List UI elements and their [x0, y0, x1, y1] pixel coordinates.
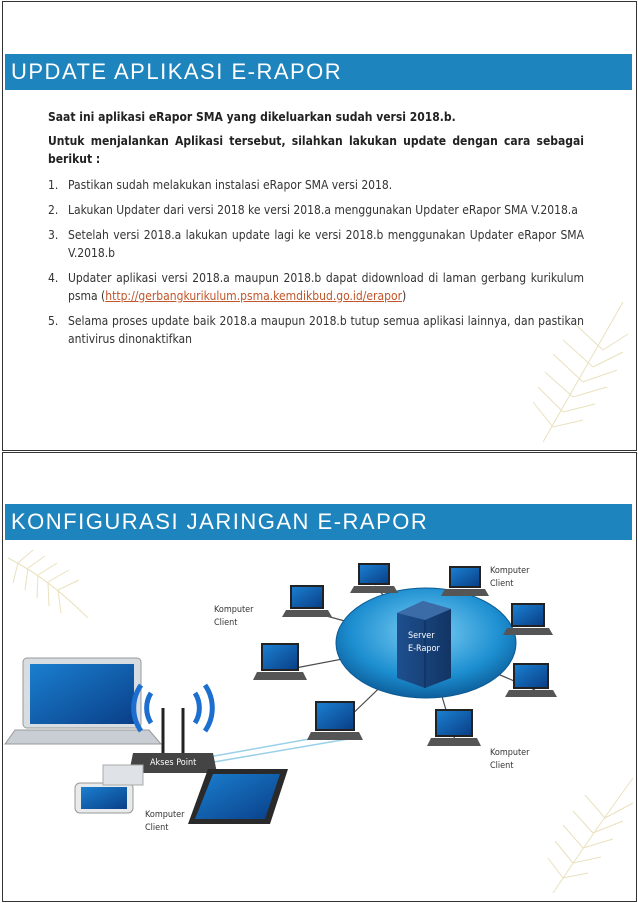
- list-text: Lakukan Updater dari versi 2018 ke versi 2018.a menggunakan Updater eRapor SMA V.2018.a: [68, 203, 578, 217]
- list-text: Setelah versi 2018.a lakukan update lagi ke versi 2018.b menggunakan Updater eRapor SMA V.2018.b: [68, 228, 584, 260]
- list-text: Updater aplikasi versi 2018.a maupun 2018.b dapat didownload di laman gerbang kurikulum psma (: [68, 271, 584, 303]
- download-link[interactable]: http://gerbangkurikulum.psma.kemdikbud.go.id/erapor: [105, 289, 403, 303]
- label-line: Server: [408, 631, 435, 641]
- laptop-icon: [350, 563, 398, 593]
- laptop-icon: [441, 566, 489, 596]
- list-item: [48, 201, 584, 219]
- server-label: [408, 630, 440, 656]
- network-diagram: [3, 453, 636, 901]
- update-instructions: [48, 108, 584, 355]
- client-label-bottom-right: [490, 747, 529, 773]
- slide-title-banner: [5, 54, 632, 90]
- slide-network: [2, 452, 637, 902]
- list-item: [48, 269, 584, 305]
- label-line: E-Rapor: [408, 644, 440, 654]
- list-number: 4.: [48, 271, 59, 285]
- label-line: Komputer: [214, 605, 254, 615]
- list-item: [48, 176, 584, 194]
- intro-text-2: Untuk menjalankan Aplikasi tersebut, silahkan lakukan update dengan cara sebagai berikut :: [48, 134, 584, 166]
- list-text-end: ): [402, 289, 407, 303]
- list-text: Selama proses update baik 2018.a maupun 2018.b tutup semua aplikasi lainnya, dan pastikan antivirus dinonaktifkan: [68, 314, 584, 346]
- intro-text: Saat ini aplikasi eRapor SMA yang dikeluarkan sudah versi 2018.b.: [48, 110, 456, 124]
- laptop-icon: [282, 585, 332, 617]
- list-text: Pastikan sudah melakukan instalasi eRapor SMA versi 2018.: [68, 178, 393, 192]
- label-line: Client: [490, 579, 514, 589]
- list-item: [48, 226, 584, 262]
- label-line: Client: [145, 823, 169, 833]
- list-number: 3.: [48, 228, 59, 242]
- label-line: Client: [214, 618, 238, 628]
- label-line: Komputer: [145, 810, 185, 820]
- big-laptop-icon: [5, 658, 161, 744]
- client-label-mid: [214, 604, 253, 630]
- slide-title: UPDATE APLIKASI E-RAPOR: [11, 59, 343, 84]
- laptop-icon: [503, 603, 553, 635]
- list-number: 5.: [48, 314, 59, 328]
- laptop-icon: [253, 643, 307, 680]
- printer-icon: [103, 765, 143, 785]
- access-point-label: Akses Point: [150, 758, 197, 768]
- label-line: Komputer: [490, 566, 530, 576]
- wifi-icon: [134, 685, 213, 731]
- slide-update: [2, 1, 637, 451]
- label-line: Client: [490, 761, 514, 771]
- list-item: [48, 312, 584, 348]
- list-number: 2.: [48, 203, 59, 217]
- client-label-top-right: [490, 565, 529, 591]
- label-line: Komputer: [490, 748, 530, 758]
- laptop-icon: [427, 709, 481, 746]
- steps-list: [48, 176, 584, 348]
- laptop-icon: [307, 701, 363, 740]
- list-number: 1.: [48, 178, 59, 192]
- tablet-icon: [188, 769, 288, 824]
- slide-title: KONFIGURASI JARINGAN E-RAPOR: [11, 509, 429, 534]
- phone-icon: [75, 783, 133, 813]
- client-label-bottom-left: [145, 809, 184, 835]
